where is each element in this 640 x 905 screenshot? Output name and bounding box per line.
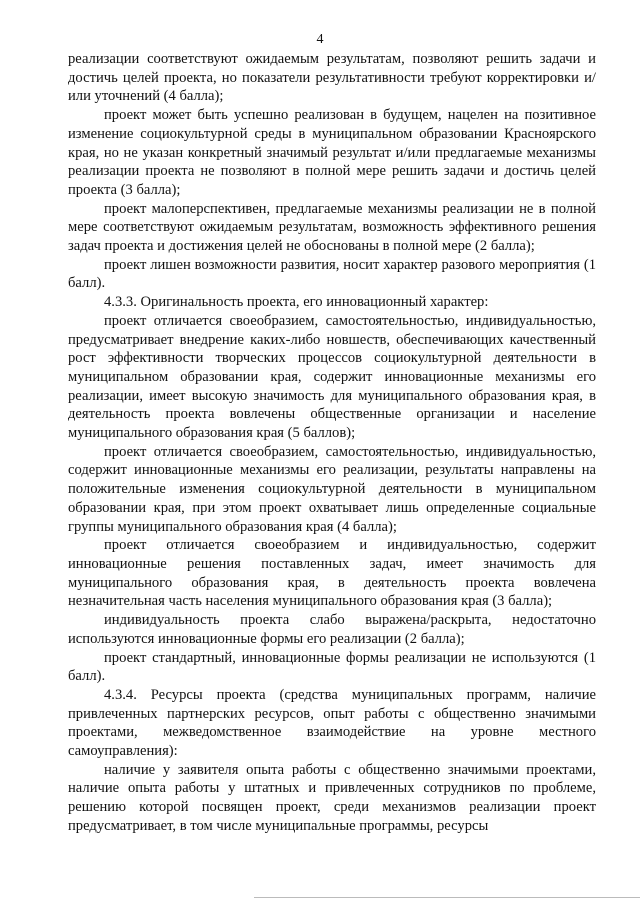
scan-edge-line xyxy=(254,897,640,898)
section-heading-4-3-3: 4.3.3. Оригинальность проекта, его инновационный характер: xyxy=(104,294,489,311)
paragraph-originality-2-points: индивидуальность проекта слабо выражена/раскрыта, недостаточно используются инновационные формы его реализации (2 балла); xyxy=(68,612,596,647)
page-number: 4 xyxy=(316,32,324,47)
paragraph-originality-5-points: проект отличается своеобразием, самостоятельностью, индивидуальностью, предусматривает внедрение каких-либо новшеств, обеспечивающих качественный рост эффективности творческих процессов социокультурной деятельности в муниципальном образовании края, содержит инновационные механизмы его реализации, имеет высокую значимость для муниципального образования края, в деятельность проекта вовлечены общественные организации и население муниципального образования края (5 баллов); xyxy=(68,312,596,442)
paragraph-originality-3-points: проект отличается своеобразием и индивидуальностью, содержит инновационные решения поставленных задач, имеет значимость для муниципального образования края, в деятельность проекта вовлечена незначительная часть населения муниципального образования края (3 балла); xyxy=(68,537,596,610)
paragraph-continuation: реализации соответствуют ожидаемым результатам, позволяют решить задачи и достичь целей проекта, но показатели результативности требуют корректировки и/или уточнений (4 балла); xyxy=(68,51,596,105)
section-heading-4-3-4: 4.3.4. Ресурсы проекта (средства муниципальных программ, наличие привлеченных партнерских ресурсов, опыт работы с общественно значимыми проектами, межведомственное взаимодействие на уровне местного самоуправления): xyxy=(68,686,596,760)
body-text xyxy=(68,50,596,836)
paragraph-criterion-1-point: проект лишен возможности развития, носит характер разового мероприятия (1 балл). xyxy=(68,256,596,292)
paragraph-originality-4-points: проект отличается своеобразием, самостоятельностью, индивидуальностью, содержит инновационные механизмы его реализации, результаты направлены на положительные изменения социокультурной деятельности в муниципальном образовании края, при этом проект охватывает лишь определенные социальные группы муниципального образования края (4 балла); xyxy=(68,443,596,535)
paragraph-criterion-3-points: проект может быть успешно реализован в будущем, нацелен на позитивное изменение социокультурной среды в муниципальном образовании Красноярского края, но не указан конкретный значимый результат и/или предлагаемые механизмы реализации проекта не позволяют в полной мере решить задачи и достичь целей проекта (3 балла); xyxy=(68,107,596,198)
paragraph-originality-1-point: проект стандартный, инновационные формы реализации не используются (1 балл). xyxy=(68,649,596,685)
paragraph-resources: наличие у заявителя опыта работы с общественно значимыми проектами, наличие опыта работы у штатных и привлеченных сотрудников по проблеме, решению которой посвящен проект, среди механизмов реализации проект предусматривает, в том числе муниципальные программы, ресурсы xyxy=(68,761,596,834)
paragraph-criterion-2-points: проект малоперспективен, предлагаемые механизмы реализации не в полной мере соответствуют ожидаемым результатам, возможность эффективного решения задач проекта и достижения целей не обоснованы в полной мере (2 балла); xyxy=(68,200,596,255)
